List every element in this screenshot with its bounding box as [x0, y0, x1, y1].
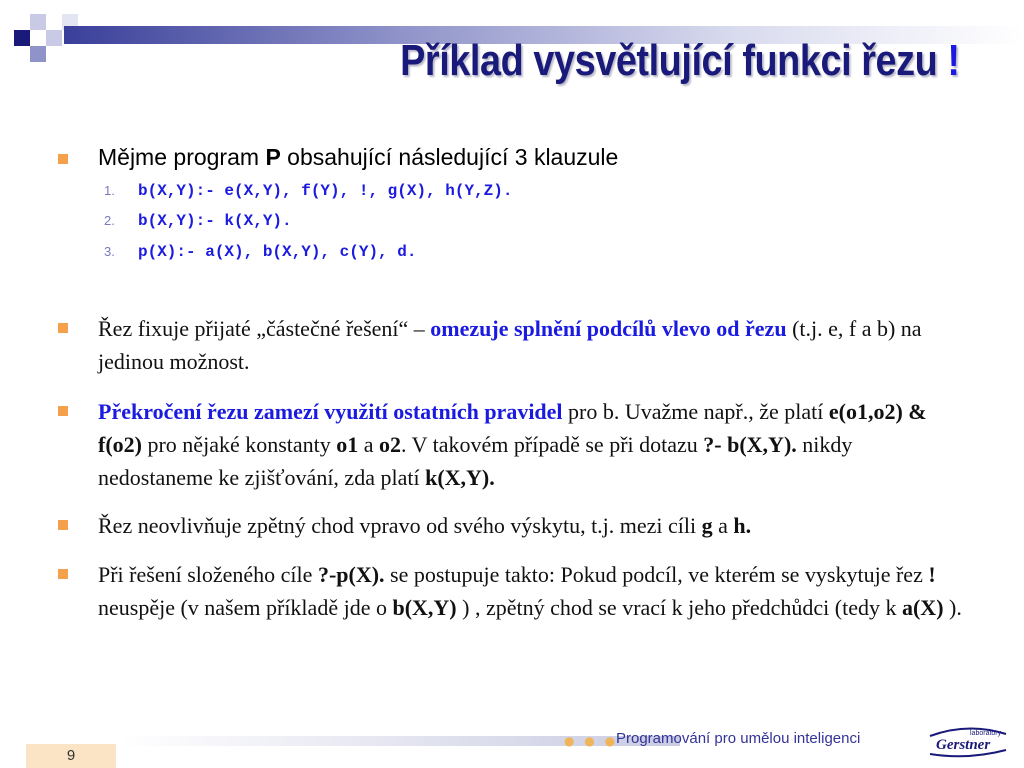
bold: a(X) — [901, 595, 944, 620]
program-intro — [98, 144, 618, 171]
program-name: P — [265, 144, 281, 170]
slide-title-text: Příklad vysvětlující funkci řezu — [400, 36, 938, 85]
logo-small-text: laboratory — [970, 730, 1002, 737]
clause-number: 3. — [104, 244, 115, 259]
decor-square — [30, 46, 46, 62]
bold: o1 — [336, 432, 359, 457]
bold: k(X,Y). — [425, 465, 495, 490]
bold: ?- b(X,Y). — [703, 432, 797, 457]
intro-text: Mějme program — [98, 144, 266, 170]
clause-number: 1. — [104, 183, 115, 198]
clause-row — [104, 212, 292, 230]
bullet-marker — [58, 569, 68, 579]
bold: g — [701, 513, 713, 538]
text: Řez neovlivňuje zpětný chod vpravo od svého výskytu, t.j. mezi cíli — [98, 513, 702, 538]
text: Při řešení složeného cíle — [98, 562, 318, 587]
text: (t.j. e, f a b) na jedinou možnost. — [98, 316, 922, 374]
decor-square — [30, 14, 46, 30]
text: pro nějaké konstanty — [141, 432, 337, 457]
gerstner-logo — [926, 724, 1010, 758]
clause-row — [104, 182, 512, 200]
text: ). — [943, 595, 962, 620]
text: ) , zpětný chod se vrací k jeho předchůdci (tedy k — [456, 595, 902, 620]
text: pro b. Uvažme např., že platí — [562, 399, 829, 424]
clause-number: 2. — [104, 213, 115, 228]
bold: e(o1,o2) & f(o2) — [98, 399, 927, 457]
bold: ?-p(X). — [317, 562, 385, 587]
bold: h. — [733, 513, 752, 538]
bold: b(X,Y) — [392, 595, 457, 620]
decor-square — [14, 30, 30, 46]
text: se postupuje takto: Pokud podcíl, ve kterém se vyskytuje řez — [384, 562, 929, 587]
footer-course-name: Programování pro umělou inteligenci — [616, 730, 861, 747]
highlight: omezuje splnění podcílů vlevo od řezu — [430, 316, 787, 341]
paragraph-compound-goal — [98, 558, 968, 624]
intro-tail: obsahující následující 3 klauzule — [280, 144, 619, 170]
footer-dots-icon: ● ● ● — [564, 734, 619, 748]
text: neuspěje (v našem příkladě jde o — [98, 595, 393, 620]
text: a — [358, 432, 380, 457]
page-number: 9 — [26, 744, 116, 768]
text: . V takovém případě se při dotazu — [401, 432, 704, 457]
clause-code: p(X):- a(X), b(X,Y), c(Y), d. — [138, 243, 417, 261]
slide-title-exclamation: ! — [947, 36, 960, 85]
paragraph-cut-fixes — [98, 312, 968, 378]
clause-code: b(X,Y):- e(X,Y), f(Y), !, g(X), h(Y,Z). — [138, 182, 513, 200]
bold: ! — [928, 562, 936, 587]
bullet-marker — [58, 406, 68, 416]
clause-code: b(X,Y):- k(X,Y). — [138, 212, 292, 230]
text: Řez fixuje přijaté „částečné řešení“ – — [98, 316, 431, 341]
bold: o2 — [379, 432, 402, 457]
bullet-marker — [58, 154, 68, 164]
text: a — [712, 513, 734, 538]
clause-row — [104, 243, 416, 261]
slide-title — [400, 36, 960, 86]
logo-main-text: Gerstner — [936, 737, 991, 753]
bullet-marker — [58, 520, 68, 530]
text: nikdy nedostaneme ke zjišťování, zda platí — [98, 432, 853, 490]
decor-square — [46, 30, 62, 46]
paragraph-cut-overrun — [98, 395, 968, 494]
bullet-marker — [58, 323, 68, 333]
highlight: Překročení řezu zamezí využití ostatních pravidel — [98, 399, 563, 424]
paragraph-backtracking — [98, 509, 968, 542]
